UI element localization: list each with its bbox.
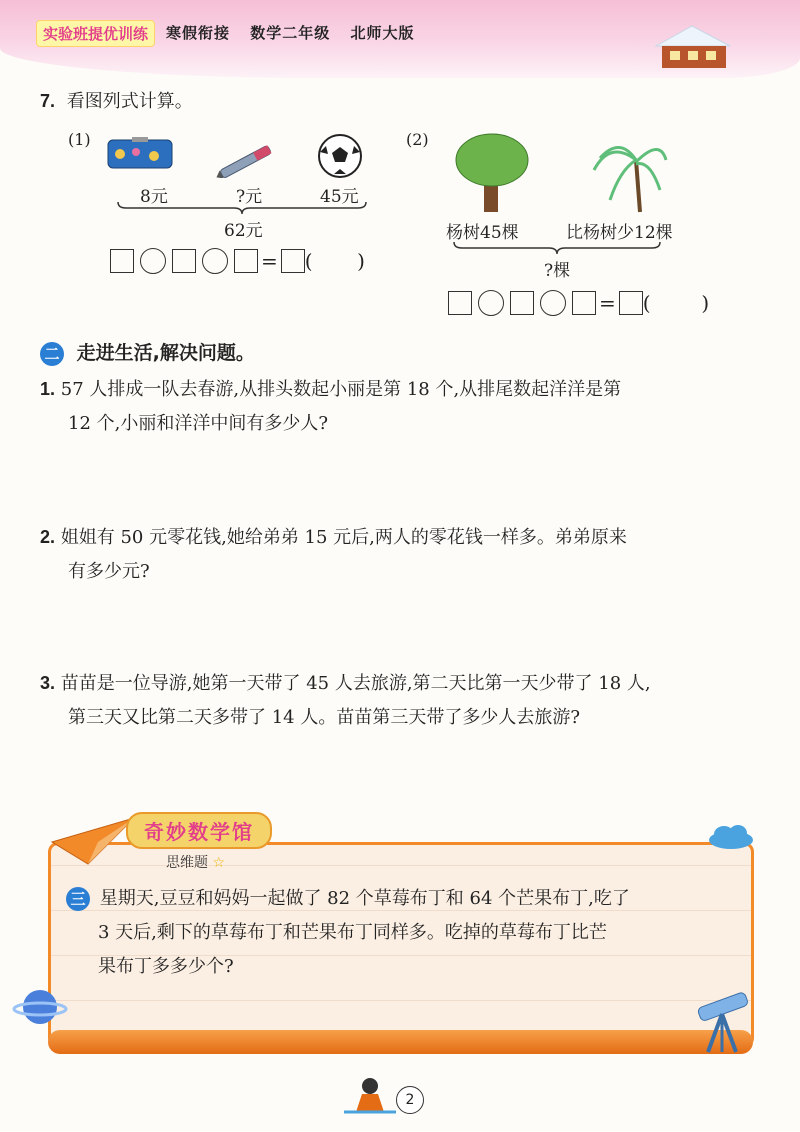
poplar-tree-icon: [452, 130, 532, 214]
total-brace: [116, 200, 368, 216]
header-grade: 寒假衔接: [166, 24, 231, 42]
part1-total: 62元: [224, 221, 263, 241]
answer-box[interactable]: [110, 249, 134, 273]
section-badge: 二: [40, 342, 64, 366]
willow-count: 比杨树少12棵: [566, 223, 673, 243]
section2-heading: [40, 338, 255, 366]
answer-box[interactable]: [619, 291, 643, 315]
answer-box[interactable]: [172, 249, 196, 273]
q7-part2-label: (2): [406, 130, 429, 149]
header-edition: 北师大版: [350, 24, 415, 42]
page-number: 2: [396, 1086, 424, 1114]
mascot-icon: [340, 1072, 400, 1116]
operator-circle[interactable]: [540, 290, 566, 316]
bonus-subtitle: [166, 852, 225, 872]
total-brace: [452, 240, 662, 256]
q7-heading: [40, 84, 193, 119]
panel-scroll-bar: [48, 1030, 753, 1054]
pen-icon: [212, 142, 284, 178]
bonus-text: 果布丁多多少个?: [98, 956, 234, 977]
equals-sign: =: [261, 249, 278, 273]
section-badge: 三: [66, 887, 90, 911]
operator-circle[interactable]: [202, 248, 228, 274]
soccer-ball-icon: [316, 132, 364, 180]
answer-box[interactable]: [281, 249, 305, 273]
problem-3: [40, 666, 780, 735]
problem-text: 57 人排成一队去春游,从排头数起小丽是第 18 个,从排尾数起洋洋是第: [60, 379, 622, 400]
q7-prompt: 看图列式计算。: [66, 91, 193, 112]
q7-part1-label: (1): [68, 130, 91, 149]
problem-2: [40, 520, 780, 589]
star-icon: ☆: [212, 855, 226, 871]
pen-price: ?元: [236, 187, 263, 207]
part2-equation: [448, 290, 709, 316]
bonus-title: 奇妙数学馆: [126, 812, 272, 849]
problem-number: 2.: [40, 527, 56, 547]
telescope-icon: [692, 980, 756, 1056]
operator-circle[interactable]: [140, 248, 166, 274]
problem-text: 有多少元?: [68, 561, 150, 582]
series-badge: 实验班提优训练: [36, 20, 155, 47]
problem-text: 12 个,小丽和洋洋中间有多少人?: [68, 413, 328, 434]
part2-total: ?棵: [544, 261, 571, 281]
answer-box[interactable]: [234, 249, 258, 273]
answer-box[interactable]: [448, 291, 472, 315]
house-illustration: [652, 22, 734, 70]
unit-parenthesis[interactable]: ( ): [304, 249, 365, 273]
pencil-case-icon: [106, 134, 176, 174]
bonus-text: 星期天,豆豆和妈妈一起做了 82 个草莓布丁和 64 个芒果布丁,吃了: [99, 888, 630, 909]
operator-circle[interactable]: [478, 290, 504, 316]
problem-1: [40, 372, 780, 441]
poplar-count: 杨树45棵: [446, 223, 519, 243]
planet-icon: [12, 982, 68, 1032]
bonus-text: 3 天后,剩下的草莓布丁和芒果布丁同样多。吃掉的草莓布丁比芒: [98, 922, 607, 943]
q7-number: 7.: [40, 91, 56, 111]
problem-text: 姐姐有 50 元零花钱,她给弟弟 15 元后,两人的零花钱一样多。弟弟原来: [60, 527, 627, 548]
problem-number: 1.: [40, 379, 56, 399]
cloud-icon: [706, 822, 756, 850]
pencil-case-price: 8元: [140, 187, 168, 207]
problem-number: 3.: [40, 673, 56, 693]
unit-parenthesis[interactable]: ( ): [642, 291, 710, 315]
bonus-problem: [66, 882, 746, 984]
answer-box[interactable]: [510, 291, 534, 315]
answer-box[interactable]: [572, 291, 596, 315]
paper-plane-icon: [48, 812, 138, 872]
part1-equation: [110, 248, 365, 274]
willow-tree-icon: [590, 130, 670, 214]
problem-text: 第三天又比第二天多带了 14 人。苗苗第三天带了多少人去旅游?: [68, 707, 580, 728]
section2-title: 走进生活,解决问题。: [76, 342, 255, 364]
header-subject: 数学二年级: [250, 24, 331, 42]
ball-price: 45元: [320, 187, 359, 207]
equals-sign: =: [599, 291, 616, 315]
problem-text: 苗苗是一位导游,她第一天带了 45 人去旅游,第二天比第一天少带了 18 人,: [60, 673, 651, 694]
header-title: [166, 22, 429, 43]
bonus-subtitle-text: 思维题: [166, 855, 208, 871]
